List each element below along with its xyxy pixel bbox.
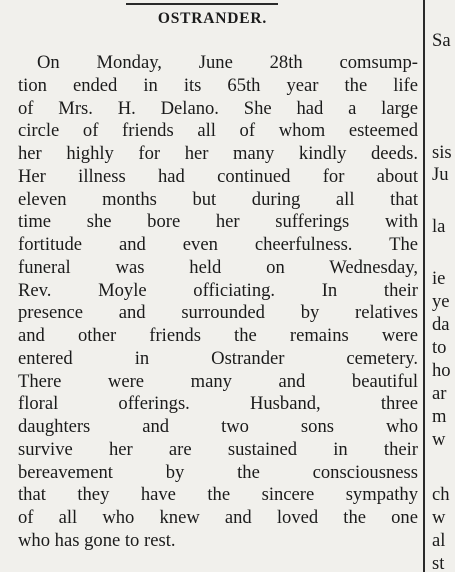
- adjacent-fragment: ch: [432, 484, 450, 505]
- adjacent-fragment: w: [432, 429, 446, 450]
- article-line: that they have the sincere sympathy: [18, 484, 418, 506]
- article-line: daughters and two sons who: [18, 416, 418, 437]
- adjacent-fragment: al: [432, 530, 446, 551]
- column-divider: [423, 0, 425, 572]
- article-line: floral offerings. Husband, three: [18, 393, 418, 415]
- adjacent-fragment: Ju: [432, 164, 449, 185]
- adjacent-fragment: ye: [432, 291, 450, 312]
- adjacent-fragment: st: [432, 553, 445, 572]
- article-line: Rev. Moyle officiating. In their: [18, 279, 418, 301]
- adjacent-fragment: ar: [432, 383, 447, 404]
- adjacent-fragment: sis: [432, 142, 452, 163]
- article-headline: OSTRANDER.: [157, 10, 268, 27]
- article-line: of Mrs. H. Delano. She had a large: [18, 97, 418, 119]
- article-line: presence and surrounded by relatives: [18, 302, 418, 324]
- article-line: circle of friends all of whom esteemed: [18, 120, 418, 142]
- top-rule: [126, 3, 278, 5]
- article-line: funeral was held on Wednesday,: [18, 256, 418, 278]
- article-line: There were many and beautiful: [18, 370, 418, 392]
- adjacent-fragment: m: [432, 406, 447, 427]
- adjacent-fragment: to: [432, 337, 447, 358]
- article-line: her highly for her many kindly deeds.: [18, 143, 418, 164]
- adjacent-fragment: la: [432, 216, 446, 237]
- article-line: and other friends the remains were: [18, 325, 418, 346]
- article-line: bereavement by the consciousness: [18, 461, 418, 483]
- adjacent-fragment: ho: [432, 360, 451, 381]
- adjacent-fragment: Sa: [432, 30, 451, 51]
- article-line: fortitude and even cheerfulness. The: [18, 234, 418, 255]
- adjacent-fragment: da: [432, 314, 450, 335]
- article-line: entered in Ostrander cemetery.: [18, 347, 418, 369]
- adjacent-fragment: ie: [432, 268, 446, 289]
- article-line: eleven months but during all that: [18, 188, 418, 210]
- article-line: tion ended in its 65th year the life: [18, 74, 418, 96]
- article-line: survive her are sustained in their: [18, 438, 418, 460]
- article-line: On Monday, June 28th comsump-: [37, 52, 418, 73]
- article-line: Her illness had continued for about: [18, 165, 418, 187]
- article-body: [18, 52, 418, 553]
- article-line: of all who knew and loved the one: [18, 507, 418, 528]
- article-line: who has gone to rest.: [18, 529, 176, 551]
- adjacent-fragment: w: [432, 507, 446, 528]
- article-line: time she bore her sufferings with: [18, 211, 418, 233]
- adjacent-column-fragments: [430, 0, 455, 572]
